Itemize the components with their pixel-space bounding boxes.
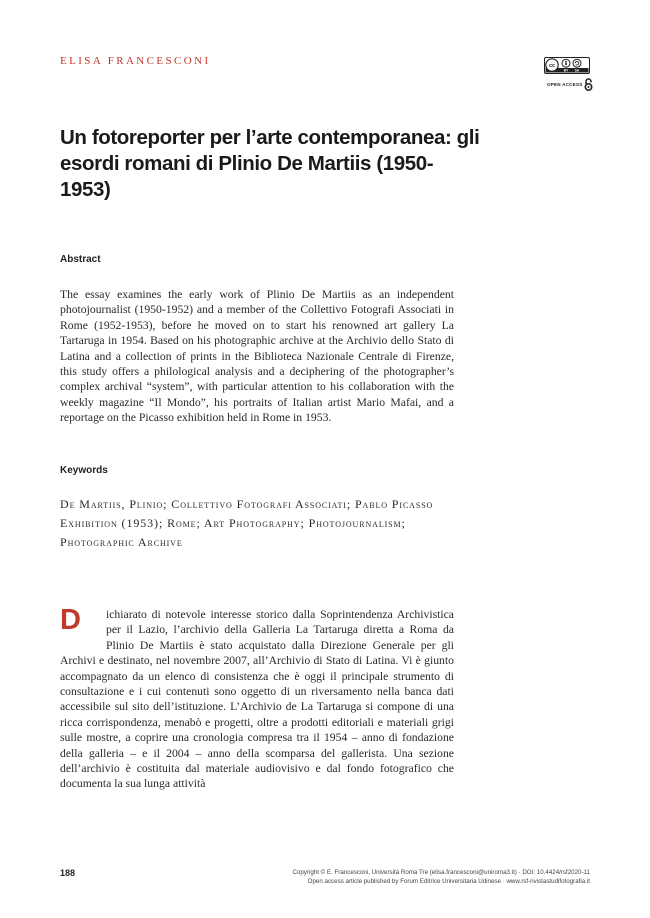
footer-publisher: Open access article published by Forum Editrice Universitaria Udinese · www.rsf-rivistastudifotografia.it <box>307 878 590 886</box>
open-lock-icon <box>584 78 593 91</box>
footer-copyright: Copyright © E. Francesconi, Università Roma Tre (elisa.francesconi@uniroma3.it) · DOI: 10.4424/rsf2020-11 <box>292 869 590 876</box>
abstract-heading: Abstract <box>60 254 101 265</box>
body-text: ichiarato di notevole interesse storico dalla Soprintendenza Archivistica per il Lazio, l’archivio della Galleria La Tartaruga diretta a Roma da Plinio De Martiis è stato acquistato dalla Direzione Generale per gli Archivi e destinato, nel novembre 2007, all’Archivio di Stato di Latina. Vi è giunto accompagnato da un elenco di consistenza che è oggi il principale strumento di consultazione e i cui contenuti sono oggetto di un riversamento nella banca dati accessibile sul sito dell’istituzione. L’Archivio de La Tartaruga si compone di una ricca corrispondenza, menabò e progetti, oltre a prodotti editoriali e materiali grigi sulle mostre, a coprire una cronologia compresa tra il 1954 – anno di fondazione della galleria – e il 2004 – anno della scomparsa del gallerista. Una sezione dell’archivio è costituita dal materiale audiovisivo e dal fondo fotografico che documenta la sua lunga attività <box>60 608 454 791</box>
cc-label: cc <box>548 63 556 70</box>
keywords-list: De Martiis, Plinio; Collettivo Fotografi Associati; Pablo Picasso Exhibition (1953); Rome; Art Photography; Photojournalism; Photographic Archive <box>60 497 434 549</box>
keywords-heading: Keywords <box>60 465 108 476</box>
page-number: 188 <box>60 868 76 878</box>
author-name: ELISA FRANCESCONI <box>60 55 211 67</box>
cc-by-sa-icon <box>544 57 590 74</box>
body-paragraph <box>60 604 454 792</box>
drop-cap: D <box>60 604 81 636</box>
sa-label: SA <box>574 68 580 73</box>
open-access-badge <box>547 78 593 91</box>
by-label: BY <box>563 68 569 73</box>
abstract-text: The essay examines the early work of Plinio De Martiis as an independent photojournalist (1950-1952) and a member of the Collettivo Fotografi Associati in Rome (1952-1953), before he moved on to start his renowned art gallery La Tartaruga in 1954. Based on his photographic archive at the Archivio dello Stato di Latina and a collection of prints in the Biblioteca Nazionale Centrale di Firenze, this study offers a philological analysis and a deciphering of the photographer’s complex archival “system”, with particular attention to his collaboration with the weekly magazine “Il Mondo”, his portraits of Italian artist Mario Mafai, and a reportage on the Picasso exhibition held in Rome in 1953. <box>60 288 454 425</box>
article-title: Un fotoreporter per l’arte contemporanea: gli esordi romani di Plinio De Martiis (1950-1953) <box>60 126 480 201</box>
open-access-label: OPEN ACCESS <box>547 82 583 87</box>
footer-credits <box>292 868 590 887</box>
